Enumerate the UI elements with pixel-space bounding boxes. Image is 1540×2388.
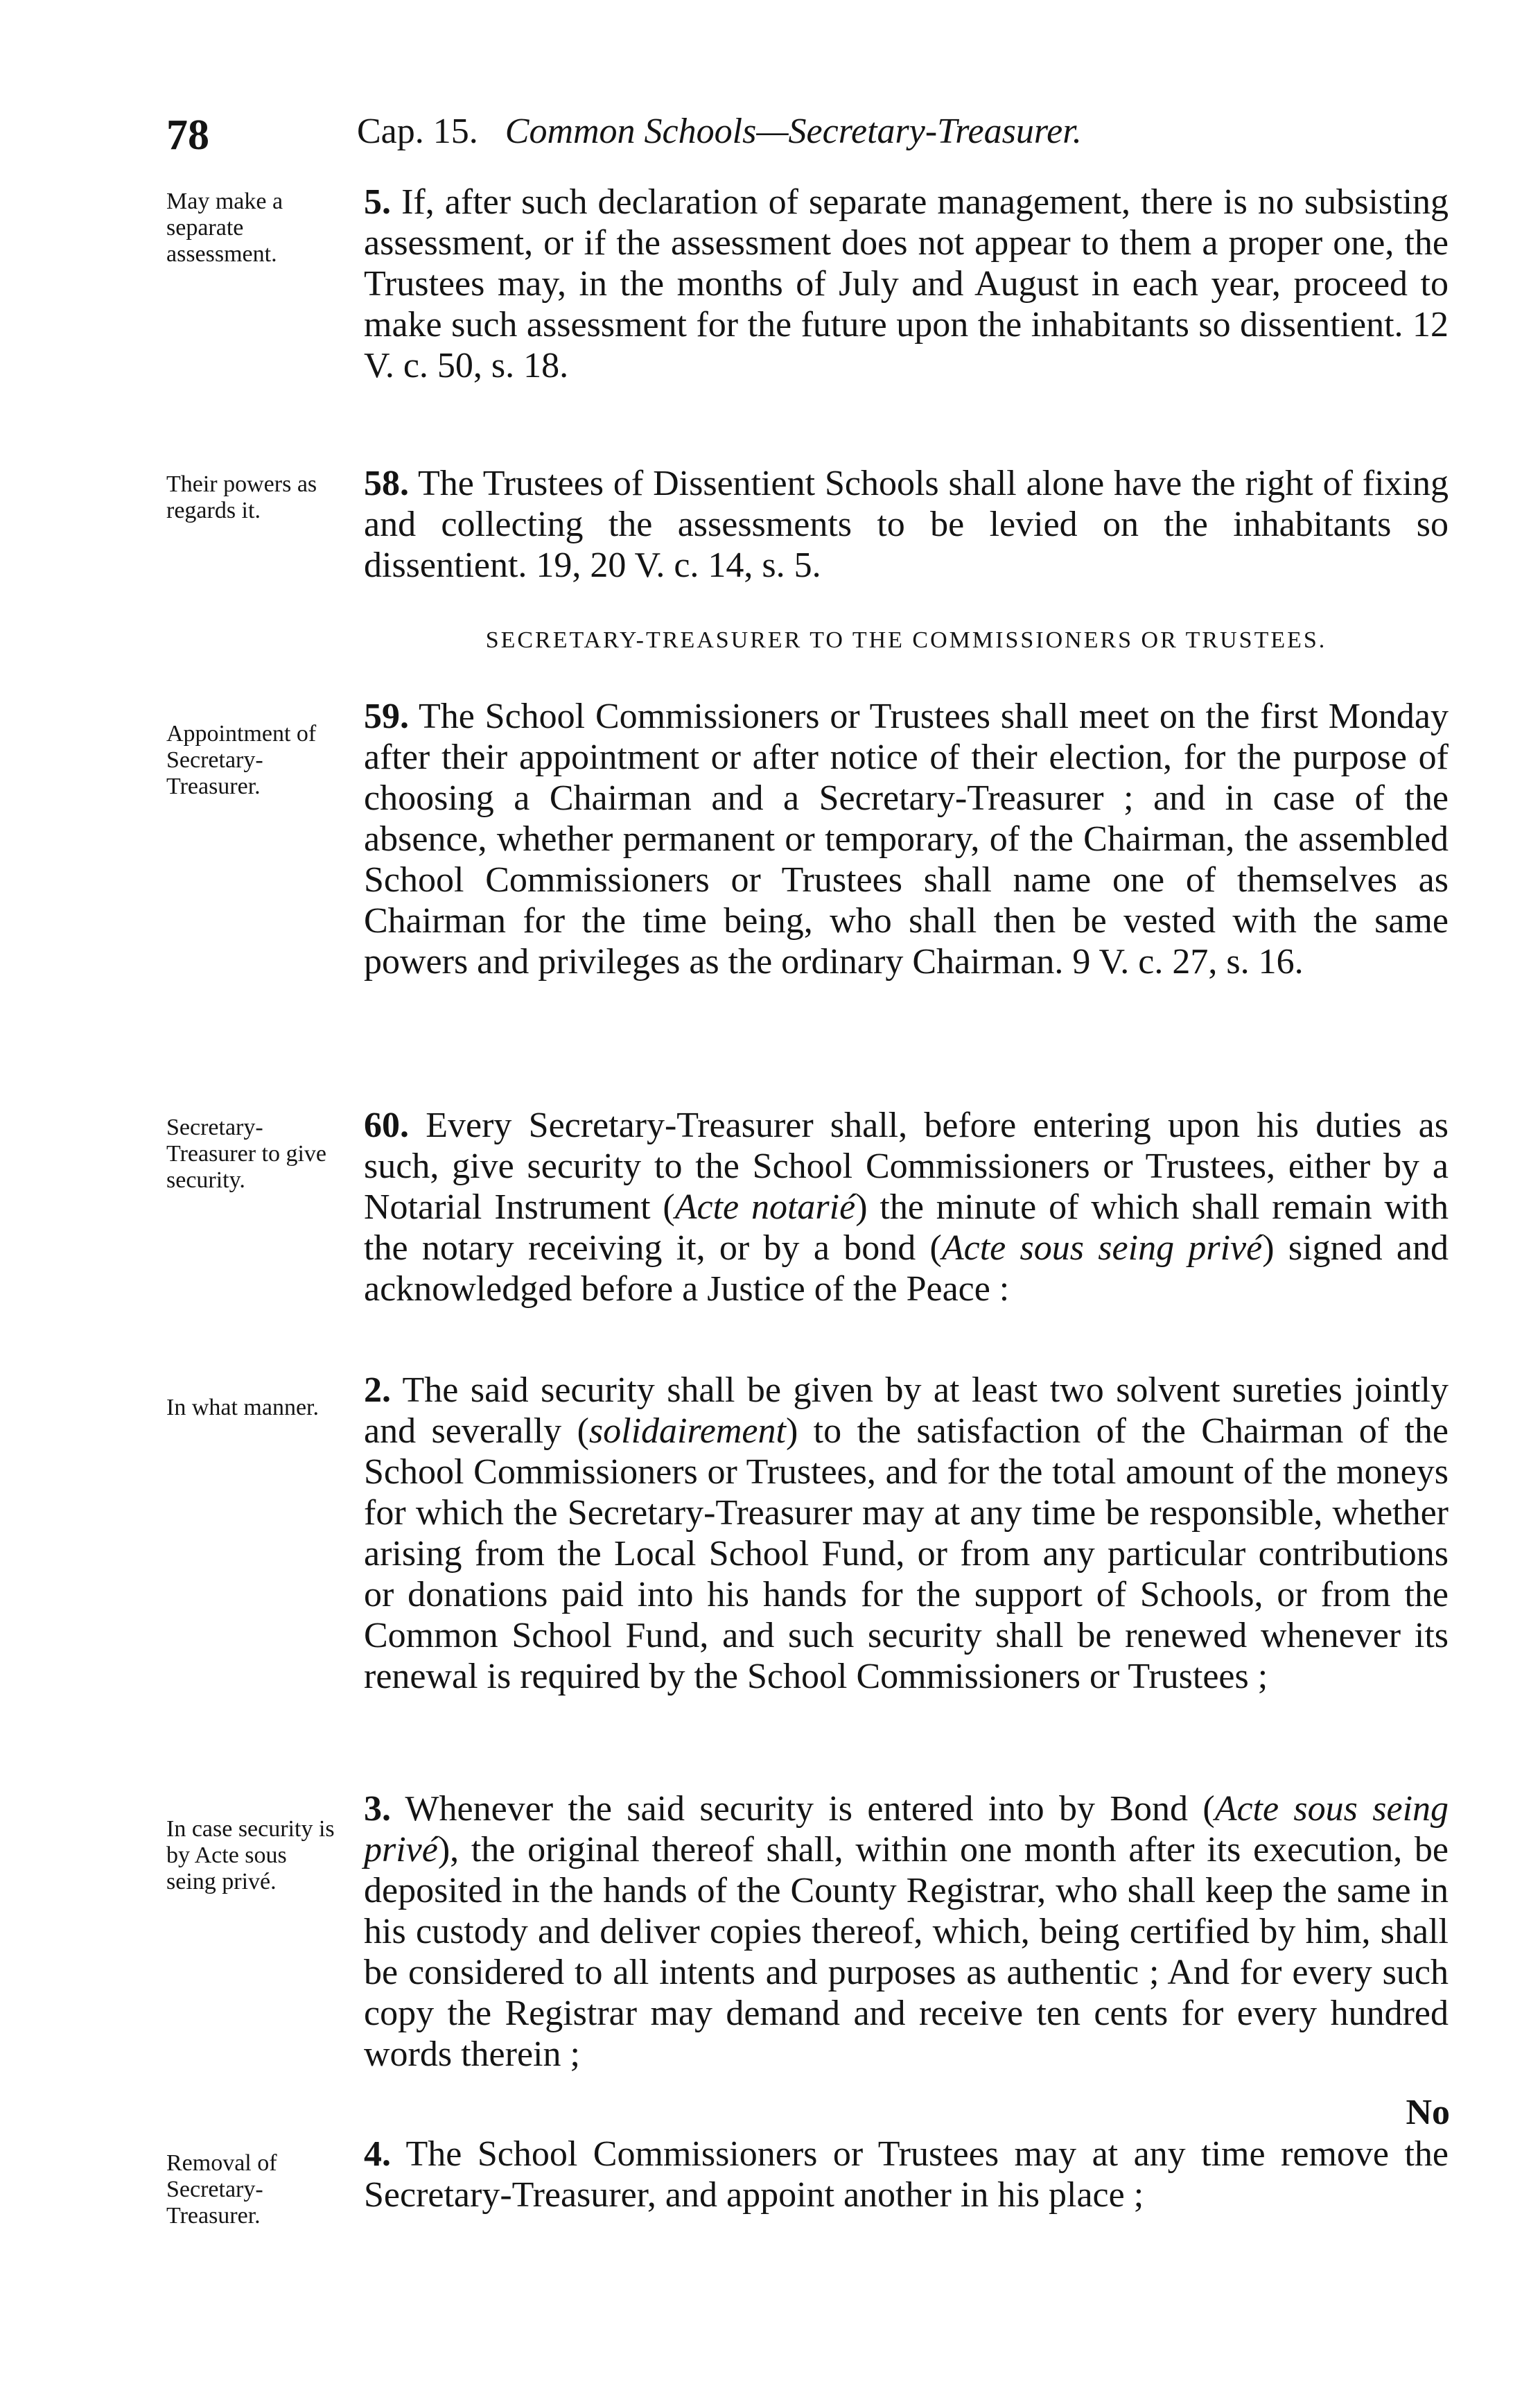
paragraph-text: The School Commissioners or Trustees may at any time remove the Secretary-Treasurer, and appoint another in his place ; [364, 2134, 1449, 2215]
margin-note: In case security is by Acte sous seing privé. [166, 1816, 335, 1894]
margin-note: Removal of Secretary-Treasurer. [166, 2150, 277, 2229]
paragraph-text: ) the minute of which shall remain with the notary receiving it, or by a bond ( [364, 1187, 1449, 1268]
margin-note: Secretary-Treasurer to give security. [166, 1115, 327, 1193]
running-title: Common Schools—Secretary-Treasurer. [505, 112, 1082, 151]
paragraph-number: 4. [364, 2134, 391, 2174]
paragraph-5 [364, 182, 1449, 386]
paragraph-number: 3. [364, 1789, 391, 1829]
paragraph-text: The School Commissioners or Trustees shall meet on the first Monday after their appointment or after notice of their election, for the purpose of choosing a Chairman and a Secretary-Treasurer ; and in case of the absence, whether permanent or temporary, of the Chairman, the assembled School Commissioners or Trustees shall name one of themselves as Chairman for the time being, who shall then be vested with the same powers and privileges as the ordinary Chairman. 9 V. c. 27, s. 16. [364, 697, 1449, 982]
italic-term: Acte notarié [674, 1187, 856, 1227]
paragraph-text: If, after such declaration of separate management, there is no subsisting assessment, or if the assessment does not appear to them a proper one, the Trustees may, in the months of July and August in each year, proceed to make such assessment for the future upon the inhabitants so dissentient. 12 V. c. 50, s. 18. [364, 182, 1449, 385]
paragraph-number: 59. [364, 697, 409, 736]
paragraph-4 [364, 2134, 1449, 2215]
section-heading: SECRETARY-TREASURER TO THE COMMISSIONERS OR TRUSTEES. [485, 627, 1327, 653]
page-header [166, 111, 1436, 166]
paragraph-text: The said security shall be given by at least two solvent sureties jointly and severally ( [364, 1370, 1449, 1451]
italic-term: Acte sous seing privé [364, 1789, 1449, 1870]
catchword: No [1406, 2093, 1450, 2132]
chapter-label: Cap. 15. [357, 112, 478, 151]
paragraph-number: 5. [364, 182, 391, 222]
running-head [357, 111, 1082, 152]
paragraph-number: 60. [364, 1106, 409, 1145]
margin-note: May make a separate assessment. [166, 189, 283, 267]
page-number: 78 [166, 112, 209, 159]
paragraph-number: 58. [364, 464, 409, 503]
paragraph-58 [364, 463, 1449, 586]
paragraph-text: Whenever the said security is entered into by Bond ( [405, 1789, 1215, 1829]
italic-term: solidairement [588, 1411, 786, 1451]
paragraph-text: ), the original thereof shall, within one month after its execution, be deposited in the hands of the County Registrar, who shall keep the same in his custody and deliver copies thereof, which, being certified by him, shall be considered to all intents and purposes as authentic ; And for every such copy the Registrar may demand and receive ten cents for every hundred words therein ; [364, 1830, 1449, 2074]
paragraph-text: The Trustees of Dissentient Schools shall alone have the right of fixing and collecting the assessments to be levied on the inhabitants so dissentient. 19, 20 V. c. 14, s. 5. [364, 464, 1449, 585]
paragraph-2 [364, 1370, 1449, 1697]
paragraph-3 [364, 1788, 1449, 2075]
margin-note: Their powers as regards it. [166, 471, 317, 523]
margin-note: In what manner. [166, 1395, 319, 1420]
margin-note: Appointment of Secretary-Treasurer. [166, 721, 317, 799]
paragraph-text: ) signed and acknowledged before a Justice of the Peace : [364, 1228, 1449, 1309]
paragraph-60 [364, 1105, 1449, 1309]
paragraph-59 [364, 696, 1449, 982]
italic-term: Acte sous seing privé [941, 1228, 1263, 1268]
paragraph-number: 2. [364, 1370, 391, 1410]
paragraph-text: ) to the satisfaction of the Chairman of the School Commissioners or Trustees, and for the total amount of the moneys for which the Secretary-Treasurer may at any time be responsible, whether arising from the Local School Fund, or from any particular contributions or donations paid into his hands for the support of Schools, or from the Common School Fund, and such security shall be renewed whenever its renewal is required by the School Commissioners or Trustees ; [364, 1411, 1449, 1696]
paragraph-text: Every Secretary-Treasurer shall, before entering upon his duties as such, give security to the School Commissioners or Trustees, either by a Notarial Instrument ( [364, 1106, 1449, 1227]
